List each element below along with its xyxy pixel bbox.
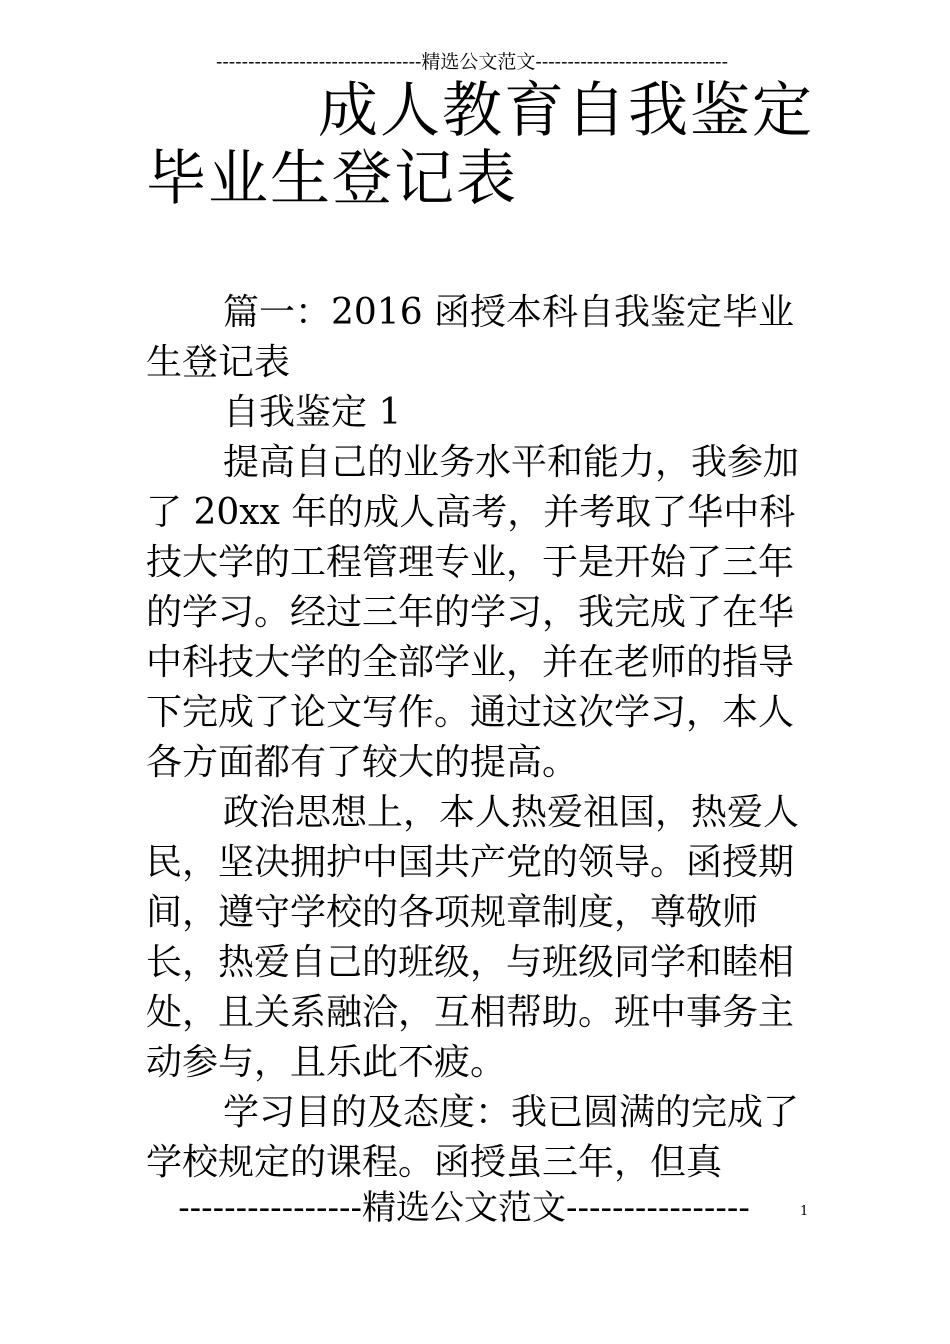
paragraph-2: 政治思想上，本人热爱祖国，热爱人民，坚决拥护中国共产党的领导。函授期间，遵守学校的各项规章制度，尊敬师长，热爱自己的班级，与班级同学和睦相处，且关系融洽，互相帮助。班中事务主动参与，且乐此不疲。 <box>146 792 800 1083</box>
paragraph-3: 学习目的及态度：我已圆满的完成了学校规定的课程。函授虽三年，但真 <box>146 1092 800 1183</box>
subsection-heading: 自我鉴定 1 <box>223 392 402 433</box>
title-line-1: 成人教育自我鉴定 <box>318 76 814 146</box>
page-number: 1 <box>800 1204 809 1219</box>
header-rule: --------------------------------精选公文范文------------------------------ <box>215 51 729 73</box>
document-body <box>146 288 806 1188</box>
footer-rule: ----------------精选公文范文---------------- <box>178 1188 750 1228</box>
section-heading: 篇一：2016 函授本科自我鉴定毕业生登记表 <box>146 292 795 383</box>
paragraph-1: 提高自己的业务水平和能力，我参加了 20xx 年的成人高考，并考取了华中科技大学的工程管理专业，于是开始了三年的学习。经过三年的学习，我完成了在华中科技大学的全部学业，并在老师的指导下完成了论文写作。通过这次学习，本人各方面都有了较大的提高。 <box>146 442 800 783</box>
title-line-2: 毕业生登记表 <box>146 144 518 214</box>
